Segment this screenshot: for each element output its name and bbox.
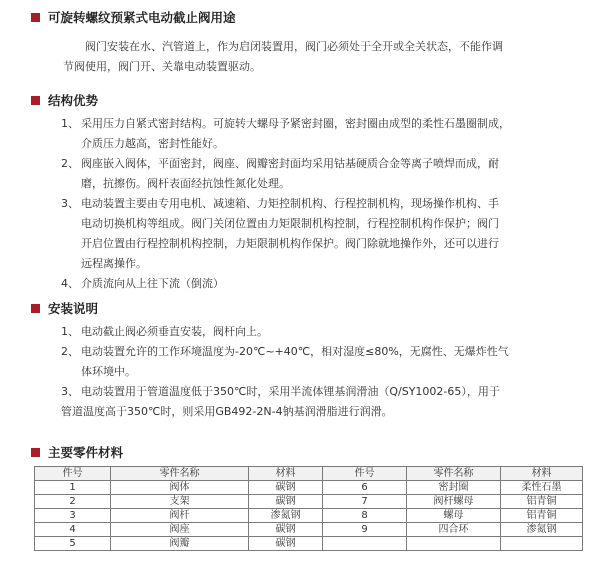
list-line: 电动切换机构等组成。阀门关闭位置由力矩限制机构控制，行程控制机构作保护；阀门 — [81, 217, 499, 230]
section-marker-icon — [31, 448, 40, 457]
header-material: 材料 — [249, 467, 323, 481]
list-line: 介质压力越高，密封性能好。 — [81, 137, 224, 150]
list-item — [61, 274, 595, 294]
table-cell: 阀杆 — [111, 509, 249, 523]
table-cell: 碳钢 — [249, 523, 323, 537]
table-cell — [407, 537, 501, 551]
table-cell: 碳钢 — [249, 481, 323, 495]
table-cell: 阀体 — [111, 481, 249, 495]
header-part-no: 件号 — [323, 467, 407, 481]
table-cell: 阀杆螺母 — [407, 495, 501, 509]
list-number: 4、 — [61, 277, 79, 290]
table-cell: 4 — [35, 523, 111, 537]
list-number: 1、 — [61, 117, 79, 130]
list-item — [61, 114, 595, 154]
table-cell: 5 — [35, 537, 111, 551]
table-cell: 阀座 — [111, 523, 249, 537]
table-cell: 6 — [323, 481, 407, 495]
list-line: 电动截止阀必须垂直安装，阀杆向上。 — [81, 325, 268, 338]
list-line: 电动装置用于管道温度低于350℃时，采用半流体锂基润滑油（Q/SY1002-65），用于 — [81, 385, 500, 398]
list-item — [61, 382, 595, 422]
list-item — [61, 342, 595, 382]
install-list — [61, 322, 595, 422]
section-structure-heading — [31, 91, 98, 109]
list-line: 电动装置允许的工作环境温度为-20℃~+40℃，相对湿度≤80%，无腐性、无爆炸性气 — [81, 345, 509, 358]
table-header-row — [35, 467, 583, 481]
list-line: 体环境中。 — [81, 365, 136, 378]
section-title: 结构优势 — [48, 93, 99, 108]
section-marker-icon — [31, 96, 40, 105]
table-cell: 1 — [35, 481, 111, 495]
list-number: 2、 — [61, 345, 79, 358]
table-row — [35, 495, 583, 509]
section-title: 主要零件材料 — [48, 445, 124, 460]
section-marker-icon — [31, 13, 40, 22]
table-cell: 铝青铜 — [501, 509, 583, 523]
section-usage-heading — [31, 8, 236, 26]
list-line: 开启位置由行程控制机构控制，力矩限制机构作保护。阀门除就地操作外，还可以进行 — [81, 237, 499, 250]
header-part-no: 件号 — [35, 467, 111, 481]
table-cell: 密封圈 — [407, 481, 501, 495]
table-row — [35, 523, 583, 537]
table-cell: 碳钢 — [249, 495, 323, 509]
header-part-name: 零件名称 — [407, 467, 501, 481]
list-line: 管道温度高于350℃时，则采用GB492-2N-4钠基润滑脂进行润滑。 — [61, 405, 393, 418]
table-cell: 四合环 — [407, 523, 501, 537]
section-title: 安装说明 — [48, 301, 99, 316]
table-cell: 阀瓣 — [111, 537, 249, 551]
usage-line-1: 阀门安装在水、汽管道上，作为启闭装置用，阀门必须处于全开或全关状态，不能作调 — [85, 40, 503, 53]
table-cell: 碳钢 — [249, 537, 323, 551]
list-number: 2、 — [61, 157, 79, 170]
section-install-heading — [31, 299, 98, 317]
table-cell: 3 — [35, 509, 111, 523]
list-number: 3、 — [61, 385, 79, 398]
structure-list — [61, 114, 595, 294]
list-line: 电动装置主要由专用电机、减速箱、力矩控制机构、行程控制机构，现场操作机构、手 — [81, 197, 499, 210]
list-line: 阀座嵌入阀体，平面密封，阀座、阀瓣密封面均采用钴基硬质合金等离子喷焊而成，耐 — [81, 157, 499, 170]
table-cell: 渗氮钢 — [501, 523, 583, 537]
parts-table — [34, 466, 583, 551]
table-cell: 柔性石墨 — [501, 481, 583, 495]
list-line: 磨，抗擦伤。阀杆表面经抗蚀性氮化处理。 — [81, 177, 290, 190]
table-cell: 9 — [323, 523, 407, 537]
section-title: 可旋转螺纹预紧式电动截止阀用途 — [48, 10, 236, 25]
table-cell: 2 — [35, 495, 111, 509]
table-cell: 支架 — [111, 495, 249, 509]
list-item — [61, 154, 595, 194]
table-row — [35, 481, 583, 495]
list-item — [61, 322, 595, 342]
table-cell: 8 — [323, 509, 407, 523]
table-cell — [323, 537, 407, 551]
table-cell — [501, 537, 583, 551]
table-row — [35, 509, 583, 523]
list-number: 1、 — [61, 325, 79, 338]
usage-line-2: 节阀使用，阀门开、关靠电动装置驱动。 — [63, 60, 261, 73]
table-cell: 7 — [323, 495, 407, 509]
section-marker-icon — [31, 304, 40, 313]
table-row — [35, 537, 583, 551]
list-number: 3、 — [61, 197, 79, 210]
table-cell: 铝青铜 — [501, 495, 583, 509]
list-line: 采用压力自紧式密封结构。可旋转大螺母予紧密封圈，密封圈由成型的柔性石墨圈制成， — [81, 117, 510, 130]
list-item — [61, 194, 595, 274]
header-material: 材料 — [501, 467, 583, 481]
section-parts-heading — [31, 443, 123, 461]
list-line: 远程离操作。 — [81, 257, 147, 270]
table-cell: 渗氮钢 — [249, 509, 323, 523]
table-cell: 螺母 — [407, 509, 501, 523]
list-line: 介质流向从上往下流（倒流） — [81, 277, 224, 290]
header-part-name: 零件名称 — [111, 467, 249, 481]
